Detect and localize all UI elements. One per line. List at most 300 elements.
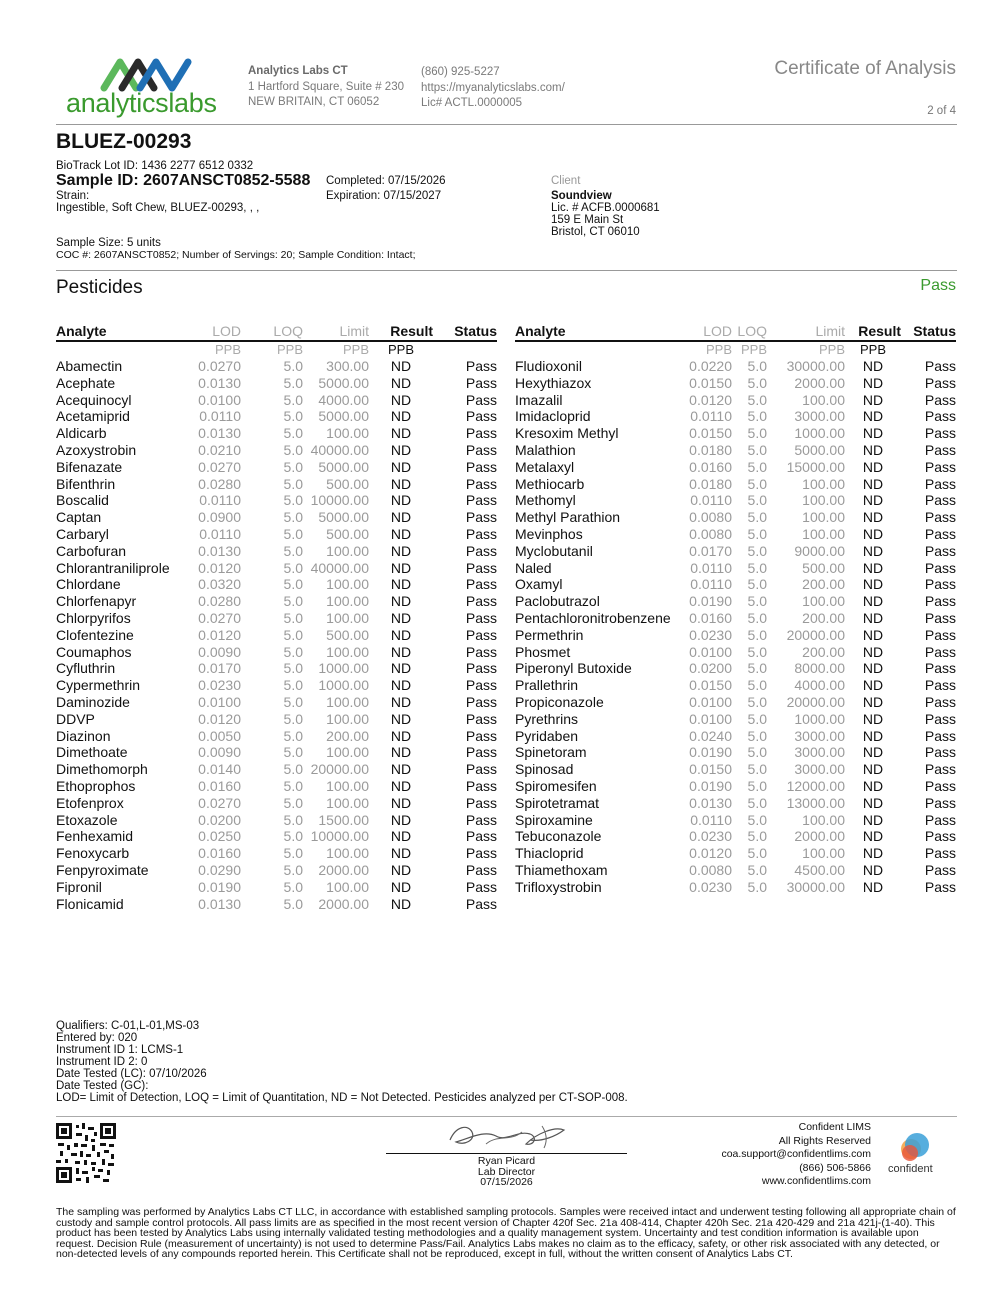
analyte-name: Etoxazole — [56, 811, 118, 828]
status-value: Pass — [465, 492, 497, 509]
status-value: Pass — [924, 777, 956, 794]
result-value: ND — [390, 677, 412, 694]
limit-value: 100.00 — [802, 509, 845, 526]
status-value: Pass — [465, 710, 497, 727]
lims-phone: (866) 506-5866 — [799, 1161, 871, 1174]
lab-name: Analytics Labs CT — [248, 65, 348, 77]
lod-value: 0.0160 — [198, 845, 241, 862]
result-value: ND — [862, 710, 884, 727]
result-value: ND — [862, 677, 884, 694]
analyte-name: Pyrethrins — [515, 710, 579, 727]
result-value: ND — [390, 425, 412, 442]
col-header-lod: LOD — [196, 322, 241, 341]
sample-size: Sample Size: 5 units — [56, 237, 161, 249]
lod-value: 0.0180 — [689, 475, 732, 492]
loq-value: 5.0 — [747, 492, 767, 509]
strain-label: Strain: — [56, 190, 90, 202]
status-value: Pass — [924, 458, 956, 475]
result-value: ND — [862, 374, 884, 391]
status-value: Pass — [465, 727, 497, 744]
status-value: Pass — [465, 794, 497, 811]
limit-value: 4500.00 — [794, 861, 845, 878]
table-row — [515, 761, 956, 778]
pesticides-table-right — [515, 322, 956, 896]
status-value: Pass — [924, 492, 956, 509]
unit-limit: PPB — [342, 342, 369, 357]
lod-value: 0.0200 — [689, 660, 732, 677]
analyte-name: Tebuconazole — [515, 828, 602, 845]
lims-email[interactable]: coa.support@confidentlims.com — [721, 1148, 871, 1160]
limit-value: 10000.00 — [310, 492, 369, 509]
loq-value: 5.0 — [283, 710, 303, 727]
loq-value: 5.0 — [283, 727, 303, 744]
status-value: Pass — [924, 509, 956, 526]
limit-value: 100.00 — [326, 878, 369, 895]
loq-value: 5.0 — [283, 441, 303, 458]
result-value: ND — [862, 609, 884, 626]
analyte-name: Fipronil — [56, 878, 102, 895]
result-value: ND — [390, 441, 412, 458]
limit-value: 100.00 — [326, 425, 369, 442]
loq-value: 5.0 — [747, 458, 767, 475]
confident-logo — [886, 1131, 942, 1177]
table-row — [56, 509, 497, 526]
table-row — [515, 828, 956, 845]
result-value: ND — [390, 626, 412, 643]
analyte-name: Acetamiprid — [56, 408, 130, 425]
table-row — [56, 358, 497, 375]
result-value: ND — [862, 828, 884, 845]
analyte-name: Spiromesifen — [515, 777, 597, 794]
status-value: Pass — [924, 559, 956, 576]
result-value: ND — [390, 559, 412, 576]
analyte-name: Boscalid — [56, 492, 109, 509]
result-value: ND — [862, 845, 884, 862]
qr-code[interactable] — [56, 1123, 116, 1183]
col-header-analyte: Analyte — [56, 322, 196, 341]
loq-value: 5.0 — [747, 710, 767, 727]
sample-divider — [56, 270, 957, 271]
sample-id: Sample ID: 2607ANSCT0852-5588 — [56, 172, 311, 189]
status-value: Pass — [924, 576, 956, 593]
limit-value: 2000.00 — [318, 861, 369, 878]
status-value: Pass — [465, 458, 497, 475]
status-value: Pass — [924, 693, 956, 710]
analyte-name: Phosmet — [515, 643, 571, 660]
limit-value: 200.00 — [802, 643, 845, 660]
status-value: Pass — [924, 609, 956, 626]
lod-value: 0.0160 — [689, 609, 732, 626]
status-value: Pass — [924, 744, 956, 761]
lod-value: 0.0250 — [198, 828, 241, 845]
analyte-name: Azoxystrobin — [56, 441, 137, 458]
client-block — [551, 175, 660, 238]
status-value: Pass — [924, 660, 956, 677]
table-row — [515, 644, 956, 661]
lod-value: 0.0900 — [198, 509, 241, 526]
lod-value: 0.0110 — [199, 525, 241, 542]
analyte-name: Dimethoate — [56, 744, 128, 761]
analyte-name: Prallethrin — [515, 677, 579, 694]
confident-logo-icon — [886, 1131, 942, 1165]
result-value: ND — [862, 425, 884, 442]
result-value: ND — [862, 576, 884, 593]
loq-value: 5.0 — [747, 358, 767, 374]
lod-value: 0.0190 — [689, 744, 732, 761]
table-row — [56, 711, 497, 728]
table-row — [515, 492, 956, 509]
loq-value: 5.0 — [283, 593, 303, 610]
lab-website[interactable]: https://myanalyticslabs.com/ — [421, 81, 565, 94]
limit-value: 3000.00 — [794, 761, 845, 778]
result-value: ND — [390, 845, 412, 862]
analyte-name: Methiocarb — [515, 475, 585, 492]
status-value: Pass — [465, 525, 497, 542]
product-id: BLUEZ-00293 — [56, 130, 192, 153]
limit-value: 100.00 — [802, 525, 845, 542]
signature-icon — [446, 1120, 570, 1152]
analyte-name: Trifloxystrobin — [515, 878, 602, 895]
analyte-name: Carbaryl — [56, 525, 109, 542]
status-value: Pass — [924, 525, 956, 542]
lod-value: 0.0200 — [198, 811, 241, 828]
loq-value: 5.0 — [283, 492, 303, 509]
analyte-name: Spinetoram — [515, 744, 587, 761]
status-value: Pass — [465, 643, 497, 660]
limit-value: 3000.00 — [794, 744, 845, 761]
col-header-limit: Limit — [303, 322, 369, 341]
loq-value: 5.0 — [747, 391, 767, 408]
analyte-name: Carbofuran — [56, 542, 127, 559]
note-line: Entered by: 020 — [56, 1032, 138, 1044]
table-row — [56, 610, 497, 627]
lod-value: 0.0150 — [689, 374, 732, 391]
result-value: ND — [862, 811, 884, 828]
loq-value: 5.0 — [283, 660, 303, 677]
lod-value: 0.0150 — [689, 425, 732, 442]
table-row — [515, 408, 956, 425]
table-row — [56, 677, 497, 694]
result-value: ND — [390, 643, 412, 660]
col-header-lod: LOD — [685, 322, 732, 341]
result-value: ND — [862, 542, 884, 559]
table-header-row — [515, 322, 956, 341]
table-row — [515, 728, 956, 745]
analyte-name: Daminozide — [56, 693, 130, 710]
limit-value: 100.00 — [326, 777, 369, 794]
limit-value: 100.00 — [326, 609, 369, 626]
lod-value: 0.0080 — [689, 509, 732, 526]
table-row — [515, 543, 956, 560]
result-value: ND — [862, 509, 884, 526]
loq-value: 5.0 — [283, 845, 303, 862]
status-value: Pass — [465, 576, 497, 593]
table-row — [515, 358, 956, 375]
limit-value: 12000.00 — [786, 777, 845, 794]
analyte-name: Acequinocyl — [56, 391, 132, 408]
table-row — [56, 627, 497, 644]
table-row — [56, 442, 497, 459]
lab-phone: (860) 925-5227 — [421, 66, 500, 78]
analyte-name: Spinosad — [515, 761, 574, 778]
table-row — [56, 492, 497, 509]
status-value: Pass — [465, 374, 497, 391]
loq-value: 5.0 — [747, 845, 767, 862]
unit-limit: PPB — [818, 342, 845, 357]
loq-value: 5.0 — [747, 693, 767, 710]
table-row — [56, 694, 497, 711]
limit-value: 100.00 — [802, 811, 845, 828]
analyte-name: Hexythiazox — [515, 374, 592, 391]
limit-value: 500.00 — [326, 626, 369, 643]
lod-value: 0.0160 — [689, 458, 732, 475]
completed-date: Completed: 07/15/2026 — [326, 175, 446, 187]
result-value: ND — [390, 828, 412, 845]
limit-value: 500.00 — [326, 525, 369, 542]
analyte-name: Captan — [56, 509, 102, 526]
limit-value: 30000.00 — [786, 878, 845, 895]
lod-value: 0.0230 — [689, 626, 732, 643]
status-value: Pass — [465, 408, 497, 425]
analyte-name: Chlorantraniliprole — [56, 559, 170, 576]
lod-value: 0.0110 — [199, 492, 241, 509]
signature-date: 07/15/2026 — [480, 1176, 533, 1188]
loq-value: 5.0 — [283, 811, 303, 828]
result-value: ND — [390, 878, 412, 895]
col-header-result: Result — [369, 322, 433, 341]
loq-value: 5.0 — [747, 878, 767, 895]
signature-image — [446, 1120, 570, 1152]
loq-value: 5.0 — [747, 794, 767, 811]
pesticides-table-left — [56, 322, 497, 912]
status-value: Pass — [924, 845, 956, 862]
lod-value: 0.0280 — [198, 593, 241, 610]
loq-value: 5.0 — [747, 643, 767, 660]
limit-value: 2000.00 — [318, 895, 369, 912]
table-row — [56, 408, 497, 425]
lod-value: 0.0150 — [689, 761, 732, 778]
status-value: Pass — [465, 828, 497, 845]
table-row — [56, 728, 497, 745]
result-value: ND — [862, 525, 884, 542]
status-value: Pass — [465, 744, 497, 761]
lod-value: 0.0110 — [199, 408, 241, 425]
client-name: Soundview — [551, 190, 612, 202]
result-value: ND — [862, 391, 884, 408]
lod-value: 0.0230 — [198, 677, 241, 694]
loq-value: 5.0 — [747, 828, 767, 845]
analyte-name: Methomyl — [515, 492, 576, 509]
status-value: Pass — [465, 761, 497, 778]
limit-value: 1000.00 — [318, 660, 369, 677]
status-value: Pass — [465, 391, 497, 408]
limit-value: 40000.00 — [310, 559, 369, 576]
col-header-limit: Limit — [767, 322, 845, 341]
lod-value: 0.0130 — [689, 794, 732, 811]
lod-value: 0.0090 — [198, 744, 241, 761]
result-value: ND — [390, 408, 412, 425]
analyte-name: Flonicamid — [56, 895, 124, 912]
result-value: ND — [390, 391, 412, 408]
limit-value: 500.00 — [326, 475, 369, 492]
lod-value: 0.0180 — [689, 441, 732, 458]
lod-value: 0.0270 — [198, 358, 241, 374]
analyte-name: Ethoprophos — [56, 777, 136, 794]
limit-value: 20000.00 — [786, 626, 845, 643]
status-value: Pass — [924, 593, 956, 610]
table-row — [515, 778, 956, 795]
unit-result: PPB — [859, 342, 886, 357]
loq-value: 5.0 — [747, 609, 767, 626]
lims-name: Confident LIMS — [798, 1121, 871, 1133]
lod-value: 0.0240 — [689, 727, 732, 744]
analyte-name: Spirotetramat — [515, 794, 600, 811]
limit-value: 100.00 — [326, 845, 369, 862]
signer-name: Ryan Picard — [477, 1155, 536, 1167]
status-value: Pass — [924, 828, 956, 845]
status-value: Pass — [924, 861, 956, 878]
result-value: ND — [390, 593, 412, 610]
limit-value: 15000.00 — [786, 458, 845, 475]
status-value: Pass — [924, 727, 956, 744]
status-value: Pass — [465, 358, 497, 374]
analyte-name: Malathion — [515, 441, 576, 458]
table-row — [56, 375, 497, 392]
loq-value: 5.0 — [283, 408, 303, 425]
analyte-name: Chlorfenapyr — [56, 593, 137, 610]
lod-value: 0.0100 — [689, 643, 732, 660]
table-row — [56, 459, 497, 476]
lod-value: 0.0150 — [689, 677, 732, 694]
confident-logo-text: confident — [888, 1163, 933, 1175]
limit-value: 100.00 — [326, 542, 369, 559]
lab-license: Lic# ACTL.0000005 — [421, 97, 523, 109]
lod-value: 0.0270 — [198, 609, 241, 626]
analyte-name: Methyl Parathion — [515, 509, 621, 526]
note-line: LOD= Limit of Detection, LOQ = Limit of Quantitation, ND = Not Detected. Pesticides analyzed per CT-SOP-008. — [56, 1092, 628, 1104]
analyte-name: Imazalil — [515, 391, 563, 408]
lod-value: 0.0100 — [689, 693, 732, 710]
status-value: Pass — [465, 425, 497, 442]
table-row — [56, 744, 497, 761]
table-row — [56, 543, 497, 560]
limit-value: 200.00 — [802, 576, 845, 593]
lab-logo-text: analyticslabs — [66, 88, 217, 118]
page-number: 2 of 4 — [927, 105, 956, 117]
status-value: Pass — [465, 475, 497, 492]
table-row — [515, 677, 956, 694]
loq-value: 5.0 — [283, 525, 303, 542]
table-row — [515, 812, 956, 829]
lod-value: 0.0130 — [198, 895, 241, 912]
loq-value: 5.0 — [747, 861, 767, 878]
analyte-name: Cyfluthrin — [56, 660, 116, 677]
loq-value: 5.0 — [283, 509, 303, 526]
limit-value: 10000.00 — [310, 828, 369, 845]
result-value: ND — [390, 458, 412, 475]
lims-rights: All Rights Reserved — [778, 1134, 871, 1147]
col-header-status: Status — [901, 322, 956, 341]
result-value: ND — [390, 794, 412, 811]
analyte-name: Pentachloronitrobenzene — [515, 609, 671, 626]
analyte-name: Coumaphos — [56, 643, 132, 660]
lod-value: 0.0120 — [198, 710, 241, 727]
analyte-name: Oxamyl — [515, 576, 563, 593]
status-value: Pass — [465, 878, 497, 895]
lod-value: 0.0110 — [690, 811, 732, 828]
expiration-date: Expiration: 07/15/2027 — [326, 190, 442, 202]
analyte-name: Fludioxonil — [515, 358, 582, 374]
lod-value: 0.0210 — [198, 441, 241, 458]
status-value: Pass — [924, 475, 956, 492]
limit-value: 3000.00 — [794, 408, 845, 425]
disclaimer: The sampling was performed by Analytics Labs CT LLC, in accordance with established sampling protocols. Samples were received intact and underwent testing following all appropriate chain of custody and sample control protocols. All pass limits are as specified in the most recent version of Chapter 420f Sec. 21a 408-414, Chapter 420h Sec. 21a 420-429 and 21a 421j-(1-40). This product has been tested by Analytics Labs using internally validated testing methodologies and a quality management system. Uncertainty and test condition information is available upon request. Decision Rule (measurement of uncertainty) is not used to determine Pass/Fail. Analytics Labs makes no claim as to the efficacy, safety, or other risk associated with any detected, or non-detected levels of any compounds reported herein. This Certificate shall not be reproduced, except in full, without the written consent of Analytics Labs CT. — [56, 1206, 956, 1260]
lod-value: 0.0120 — [198, 626, 241, 643]
result-value: ND — [390, 710, 412, 727]
loq-value: 5.0 — [283, 861, 303, 878]
unit-result: PPB — [387, 342, 414, 357]
table-row — [56, 828, 497, 845]
lims-website[interactable]: www.confidentlims.com — [761, 1175, 871, 1187]
analyte-name: Cypermethrin — [56, 677, 141, 694]
limit-value: 100.00 — [326, 593, 369, 610]
lod-value: 0.0090 — [198, 643, 241, 660]
table-row — [515, 862, 956, 879]
note-line: Date Tested (LC): 07/10/2026 — [56, 1068, 207, 1080]
loq-value: 5.0 — [747, 509, 767, 526]
result-value: ND — [862, 878, 884, 895]
table-row — [515, 425, 956, 442]
lod-value: 0.0050 — [198, 727, 241, 744]
table-row — [56, 778, 497, 795]
result-value: ND — [390, 811, 412, 828]
table-row — [515, 375, 956, 392]
result-value: ND — [390, 895, 412, 912]
analyte-name: Piperonyl Butoxide — [515, 660, 632, 677]
lod-value: 0.0130 — [198, 425, 241, 442]
result-value: ND — [862, 475, 884, 492]
limit-value: 100.00 — [326, 744, 369, 761]
status-value: Pass — [465, 895, 497, 912]
lab-contact-block — [421, 65, 565, 112]
result-value: ND — [862, 559, 884, 576]
loq-value: 5.0 — [283, 626, 303, 643]
analyte-name: Abamectin — [56, 358, 123, 374]
status-value: Pass — [465, 626, 497, 643]
test-notes — [56, 1020, 628, 1104]
col-header-analyte: Analyte — [515, 322, 685, 341]
result-value: ND — [390, 542, 412, 559]
limit-value: 2000.00 — [794, 374, 845, 391]
client-label: Client — [551, 175, 581, 187]
lod-value: 0.0290 — [198, 861, 241, 878]
result-value: ND — [390, 727, 412, 744]
lod-value: 0.0100 — [198, 693, 241, 710]
loq-value: 5.0 — [283, 777, 303, 794]
table-row — [515, 879, 956, 896]
loq-value: 5.0 — [747, 576, 767, 593]
result-value: ND — [390, 525, 412, 542]
result-value: ND — [390, 576, 412, 593]
table-row — [515, 560, 956, 577]
table-row — [515, 795, 956, 812]
loq-value: 5.0 — [283, 576, 303, 593]
lims-info — [721, 1121, 871, 1189]
header-divider — [56, 124, 957, 125]
loq-value: 5.0 — [747, 542, 767, 559]
table-row — [515, 711, 956, 728]
loq-value: 5.0 — [283, 358, 303, 374]
